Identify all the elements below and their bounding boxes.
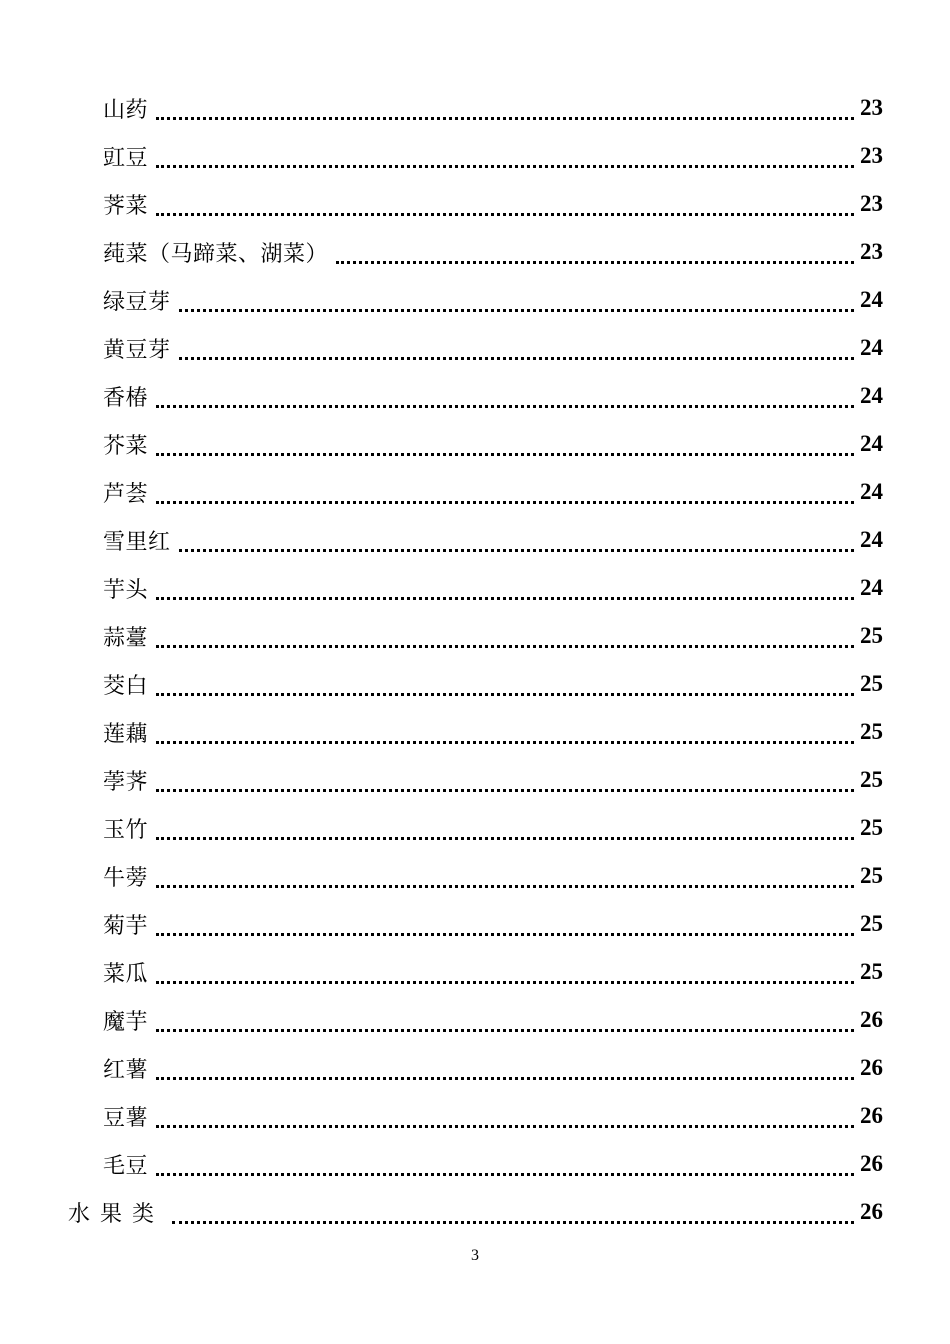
- toc-entry-page: 24: [860, 431, 883, 456]
- toc-entry-page: 24: [860, 383, 883, 408]
- toc-entry-page: 26: [860, 1151, 883, 1176]
- toc-entry-title: 茭白: [103, 673, 149, 699]
- toc-entry[interactable]: [0, 804, 950, 852]
- toc-dot-leader: [156, 789, 854, 792]
- toc-entry-page: 25: [860, 959, 883, 984]
- toc-entry-title: 芋头: [103, 577, 149, 603]
- table-of-contents: [0, 84, 950, 1236]
- toc-entry[interactable]: [0, 276, 950, 324]
- toc-dot-leader: [156, 645, 854, 648]
- toc-dot-leader: [156, 405, 854, 408]
- toc-dot-leader: [156, 453, 854, 456]
- toc-entry[interactable]: [0, 660, 950, 708]
- toc-entry[interactable]: [0, 564, 950, 612]
- toc-entry-title: 菊芋: [103, 913, 149, 939]
- toc-dot-leader: [156, 885, 854, 888]
- toc-entry-page: 24: [860, 479, 883, 504]
- toc-entry-title: 红薯: [103, 1057, 149, 1083]
- toc-entry[interactable]: [0, 468, 950, 516]
- toc-entry-title: 玉竹: [103, 817, 149, 843]
- toc-entry[interactable]: [0, 372, 950, 420]
- toc-entry-title: 菜瓜: [103, 961, 149, 987]
- toc-dot-leader: [156, 501, 854, 504]
- toc-entry-page: 25: [860, 719, 883, 744]
- toc-entry-title: 芦荟: [103, 481, 149, 507]
- page-number: 3: [471, 1247, 479, 1264]
- toc-entry-title: 水果类: [68, 1201, 165, 1227]
- toc-dot-leader: [336, 261, 854, 264]
- toc-entry-title: 雪里红: [103, 529, 171, 555]
- toc-entry-title: 毛豆: [103, 1153, 149, 1179]
- toc-entry-page: 26: [860, 1055, 883, 1080]
- toc-entry[interactable]: [0, 132, 950, 180]
- toc-dot-leader: [156, 165, 854, 168]
- toc-entry-page: 23: [860, 191, 883, 216]
- toc-dot-leader: [172, 1221, 854, 1224]
- toc-entry[interactable]: [0, 948, 950, 996]
- toc-entry-page: 25: [860, 767, 883, 792]
- toc-entry-page: 26: [860, 1103, 883, 1128]
- toc-entry-title: 山药: [103, 97, 149, 123]
- toc-entry-title: 豇豆: [103, 145, 149, 171]
- toc-dot-leader: [156, 981, 854, 984]
- toc-entry[interactable]: [0, 1140, 950, 1188]
- toc-dot-leader: [179, 357, 854, 360]
- toc-entry-title: 香椿: [103, 385, 149, 411]
- toc-entry[interactable]: [0, 84, 950, 132]
- toc-entry[interactable]: [0, 996, 950, 1044]
- toc-dot-leader: [156, 1125, 854, 1128]
- toc-section-entry[interactable]: [0, 1188, 950, 1236]
- toc-entry-title: 牛蒡: [103, 865, 149, 891]
- toc-dot-leader: [156, 1029, 854, 1032]
- toc-dot-leader: [179, 309, 854, 312]
- toc-entry-page: 23: [860, 143, 883, 168]
- toc-dot-leader: [156, 213, 854, 216]
- toc-entry[interactable]: [0, 516, 950, 564]
- toc-entry[interactable]: [0, 180, 950, 228]
- toc-dot-leader: [156, 117, 854, 120]
- toc-dot-leader: [156, 1173, 854, 1176]
- toc-entry-page: 25: [860, 911, 883, 936]
- toc-entry-title: 莼菜（马蹄菜、湖菜）: [103, 241, 329, 267]
- toc-entry[interactable]: [0, 420, 950, 468]
- toc-dot-leader: [156, 1077, 854, 1080]
- toc-entry-page: 23: [860, 95, 883, 120]
- toc-entry[interactable]: [0, 1092, 950, 1140]
- toc-entry-page: 26: [860, 1199, 883, 1224]
- toc-entry-title: 蒜薹: [103, 625, 149, 651]
- toc-entry-title: 魔芋: [103, 1009, 149, 1035]
- toc-entry-title: 芥菜: [103, 433, 149, 459]
- toc-entry-title: 莲藕: [103, 721, 149, 747]
- toc-entry[interactable]: [0, 324, 950, 372]
- toc-entry[interactable]: [0, 852, 950, 900]
- toc-entry-title: 绿豆芽: [103, 289, 171, 315]
- toc-entry-page: 25: [860, 815, 883, 840]
- toc-entry-page: 23: [860, 239, 883, 264]
- toc-entry[interactable]: [0, 708, 950, 756]
- toc-entry-page: 24: [860, 575, 883, 600]
- toc-entry-page: 25: [860, 671, 883, 696]
- toc-dot-leader: [179, 549, 854, 552]
- toc-entry-title: 荠菜: [103, 193, 149, 219]
- toc-entry-page: 25: [860, 623, 883, 648]
- toc-dot-leader: [156, 837, 854, 840]
- toc-entry-page: 24: [860, 287, 883, 312]
- toc-entry-title: 豆薯: [103, 1105, 149, 1131]
- toc-dot-leader: [156, 741, 854, 744]
- toc-dot-leader: [156, 693, 854, 696]
- toc-entry[interactable]: [0, 612, 950, 660]
- toc-dot-leader: [156, 597, 854, 600]
- toc-entry[interactable]: [0, 228, 950, 276]
- toc-dot-leader: [156, 933, 854, 936]
- toc-entry-title: 黄豆芽: [103, 337, 171, 363]
- toc-entry-page: 26: [860, 1007, 883, 1032]
- toc-entry-page: 24: [860, 335, 883, 360]
- toc-entry[interactable]: [0, 1044, 950, 1092]
- toc-entry-page: 24: [860, 527, 883, 552]
- toc-entry-page: 25: [860, 863, 883, 888]
- toc-entry[interactable]: [0, 756, 950, 804]
- toc-entry[interactable]: [0, 900, 950, 948]
- toc-entry-title: 荸荠: [103, 769, 149, 795]
